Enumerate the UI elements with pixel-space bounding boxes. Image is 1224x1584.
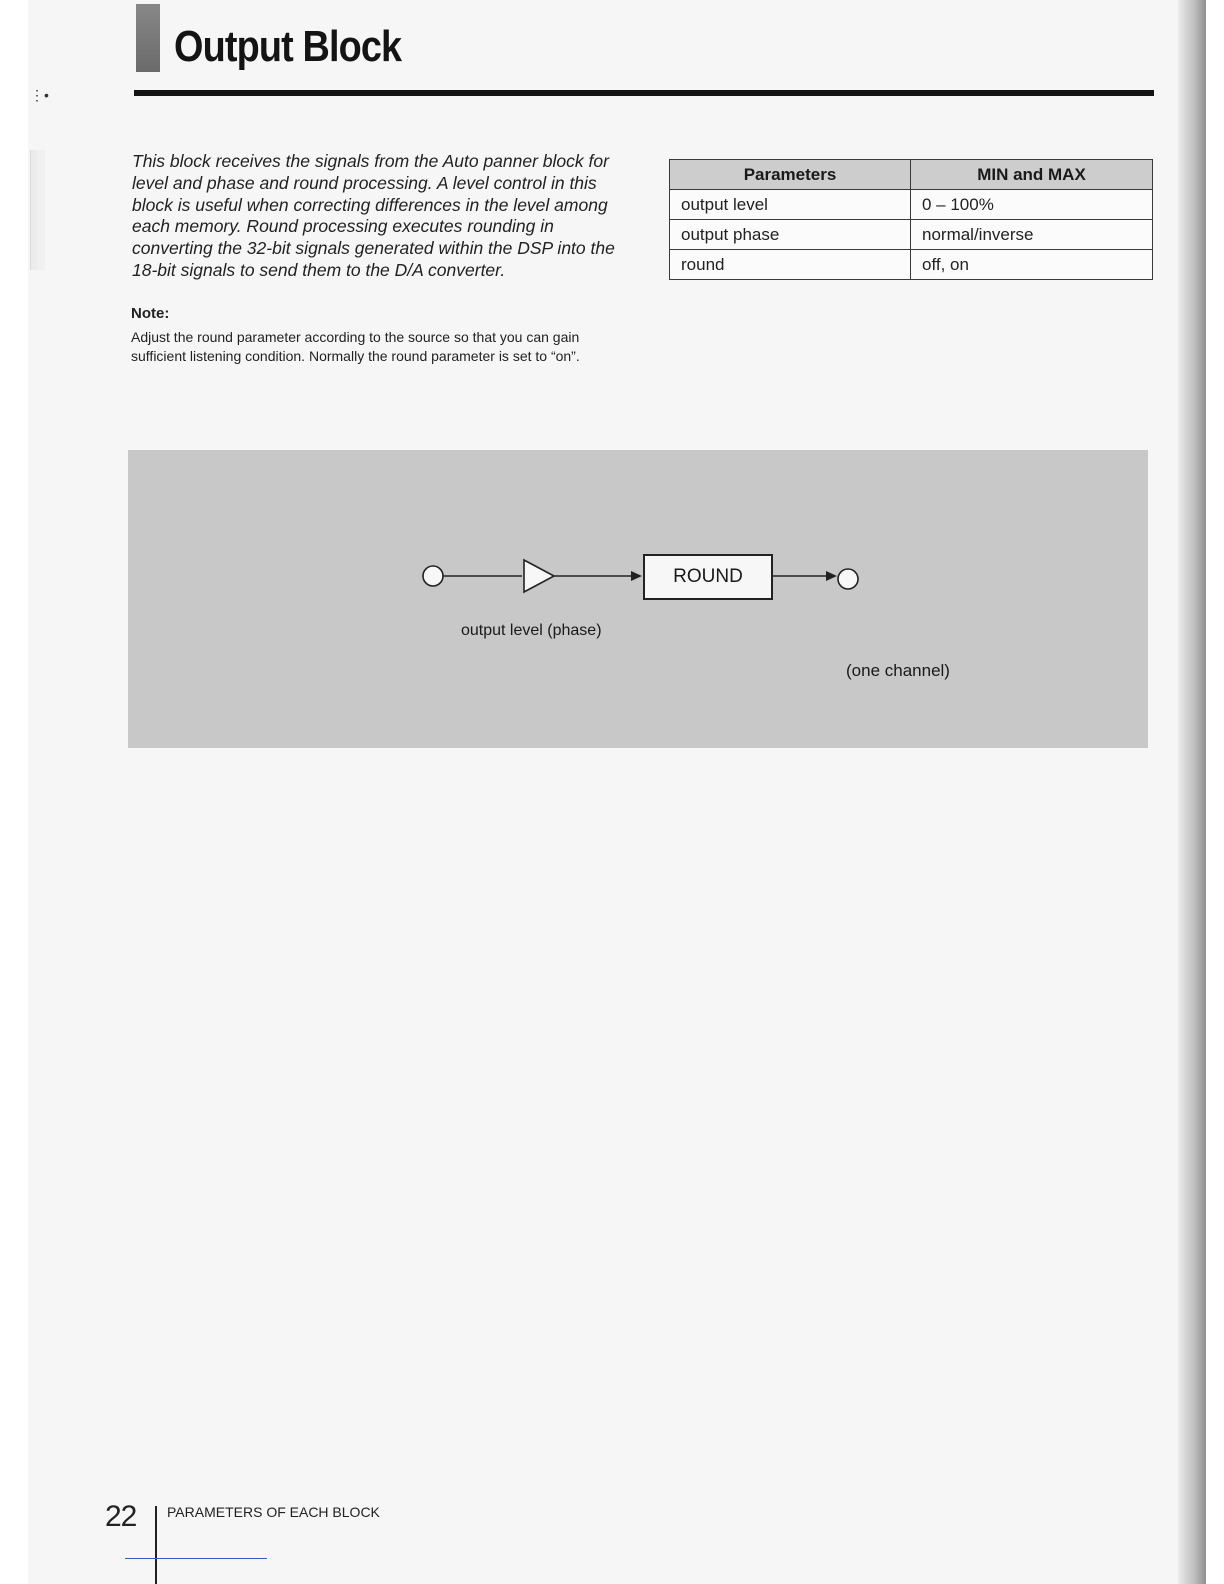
footer-rule xyxy=(125,1558,267,1559)
channel-label: (one channel) xyxy=(846,661,950,680)
section-name: PARAMETERS OF EACH BLOCK xyxy=(167,1504,380,1520)
table-cell: 0 – 100% xyxy=(911,190,1153,220)
footer-divider xyxy=(155,1506,157,1584)
corner-mark-icon: ⋮• xyxy=(30,87,49,103)
table-row xyxy=(670,220,1153,250)
output-terminal-icon xyxy=(838,569,858,589)
round-block: ROUND xyxy=(643,554,773,600)
table-header-cell: MIN and MAX xyxy=(911,160,1153,190)
table-cell: output level xyxy=(670,190,911,220)
table-row xyxy=(670,190,1153,220)
table-header-row xyxy=(670,160,1153,190)
table-cell: normal/inverse xyxy=(911,220,1153,250)
heading-accent-bar xyxy=(136,4,160,72)
page-title: Output Block xyxy=(174,22,402,71)
table-row xyxy=(670,250,1153,280)
page-spine-shadow xyxy=(1178,0,1206,1584)
table-cell: round xyxy=(670,250,911,280)
page-edge xyxy=(1206,0,1224,1584)
parameter-table xyxy=(669,159,1153,280)
arrow-head-icon xyxy=(631,571,642,581)
level-amplifier-icon xyxy=(524,560,554,592)
table-cell: off, on xyxy=(911,250,1153,280)
page-number: 22 xyxy=(105,1500,137,1533)
table-header-cell: Parameters xyxy=(670,160,911,190)
note-text: Adjust the round parameter according to the source so that you can gain sufficient listening condition. Normally the round parameter is set to “on”. xyxy=(131,329,580,364)
signal-flow-diagram xyxy=(128,450,1148,748)
input-terminal-icon xyxy=(423,566,443,586)
table-cell: output phase xyxy=(670,220,911,250)
arrow-head-icon xyxy=(826,571,837,581)
heading-rule xyxy=(134,90,1154,96)
note-label: Note: xyxy=(131,305,170,322)
signal-flow-svg xyxy=(128,450,1148,748)
output-level-label: output level (phase) xyxy=(461,622,602,639)
binding-mark xyxy=(30,150,61,270)
intro-paragraph: This block receives the signals from the Auto panner block for level and phase and round processing. A level control in this block is useful when correcting differences in the level among each memory. Round processing executes rounding in converting the 32-bit signals generated within the DSP into the 18-bit signals to send them to the D/A converter. xyxy=(132,151,615,280)
